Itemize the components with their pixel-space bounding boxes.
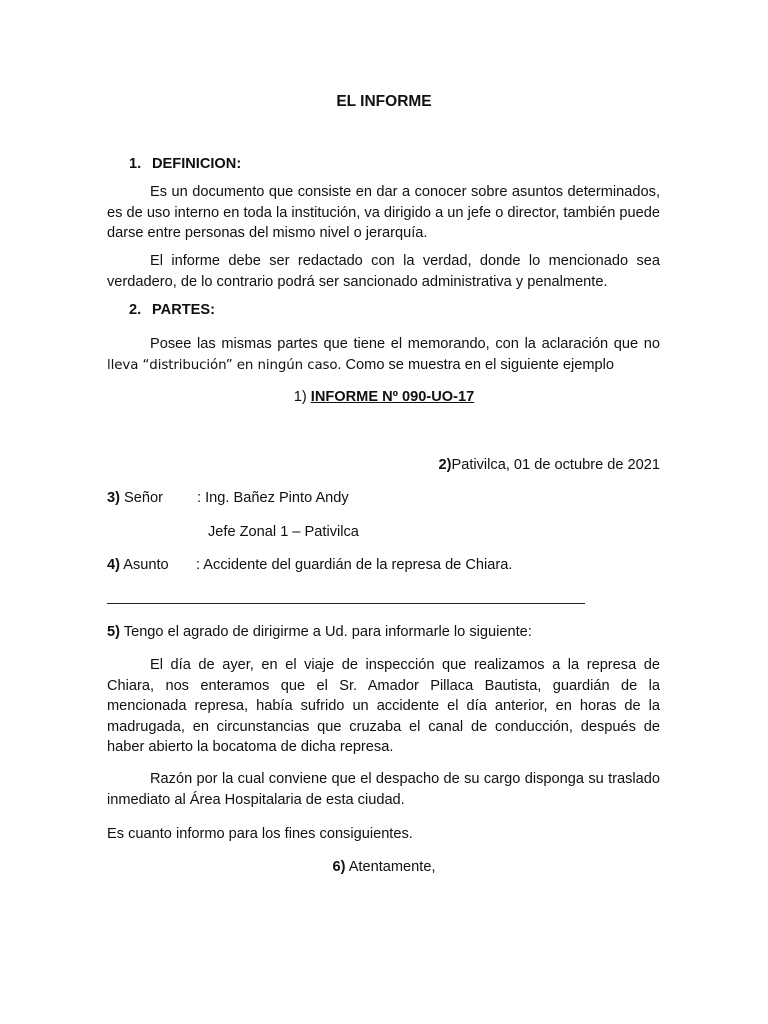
item-number-1: 1) xyxy=(293,389,307,405)
senor-value: : Ing. Bañez Pinto Andy xyxy=(197,490,349,506)
body-paragraph-1: El día de ayer, en el viaje de inspección que realizamos a la represa de Chiara, nos enteramos que el Sr. Amador Pillaca Bautista, guardián de la mencionada represa, había sufrido un accidente el día anterior, en horas de la madrugada, en circunstancias que cruzaba el canal de conducción, después de haber abierto la bocatoma de dicha represa. xyxy=(107,657,660,755)
closing-line: Es cuanto informo para los fines consiguientes. xyxy=(107,826,413,842)
section2-heading: PARTES: xyxy=(152,302,215,318)
body-paragraph-2: Razón por la cual conviene que el despacho de su cargo disponga su traslado inmediato al Área Hospitalaria de esta ciudad. xyxy=(107,771,660,808)
intro-text: Tengo el agrado de dirigirme a Ud. para informarle lo siguiente: xyxy=(119,624,532,640)
asunto-label: Asunto xyxy=(123,557,169,573)
intro-line xyxy=(107,622,532,643)
section2-paragraph xyxy=(107,334,660,376)
item-number-3-line xyxy=(107,488,163,509)
senor-label: Señor xyxy=(124,490,163,506)
section1-paragraph-1: Es un documento que consiste en dar a conocer sobre asuntos determinados, es de uso interno en toda la institución, va dirigido a un jefe o director, también puede darse entre personas del mismo nivel o jerarquía. xyxy=(107,184,660,241)
senor-role: Jefe Zonal 1 – Pativilca xyxy=(208,524,359,540)
section1-paragraph-2: El informe debe ser redactado con la verdad, donde lo mencionado sea verdadero, de lo contrario podrá ser sancionado administrativa y penalmente. xyxy=(107,253,660,290)
section2-line-2-part-b: Como se muestra en el siguiente ejemplo xyxy=(341,356,615,373)
section2-line-2-part-a: lleva “distribución” en ningún caso. xyxy=(107,357,342,373)
informe-number: INFORME Nº 090-UO-17 xyxy=(310,389,475,405)
place-date-line xyxy=(107,455,660,476)
section2-number: 2. xyxy=(129,302,142,318)
item-number-5: 5) xyxy=(107,624,120,640)
place-date: Pativilca, 01 de octubre de 2021 xyxy=(451,457,660,473)
item-number-4: 4) xyxy=(107,557,120,573)
farewell-line xyxy=(0,857,768,878)
separator-line xyxy=(107,603,585,604)
document-title: EL INFORME xyxy=(336,93,432,110)
item-number-6: 6) xyxy=(332,859,346,875)
informe-heading xyxy=(0,387,768,408)
section1-heading: DEFINICION: xyxy=(152,156,242,172)
asunto-value: : Accidente del guardián de la represa de Chiara. xyxy=(196,557,513,573)
farewell-text: Atentamente, xyxy=(345,859,436,875)
item-number-4-line xyxy=(107,555,169,576)
section1-number: 1. xyxy=(129,156,142,172)
section2-line-1: Posee las mismas partes que tiene el memorando, con la aclaración que no xyxy=(150,336,660,352)
item-number-3: 3) xyxy=(107,490,120,506)
item-number-2: 2) xyxy=(438,457,452,473)
section2-line-2 xyxy=(107,355,660,377)
